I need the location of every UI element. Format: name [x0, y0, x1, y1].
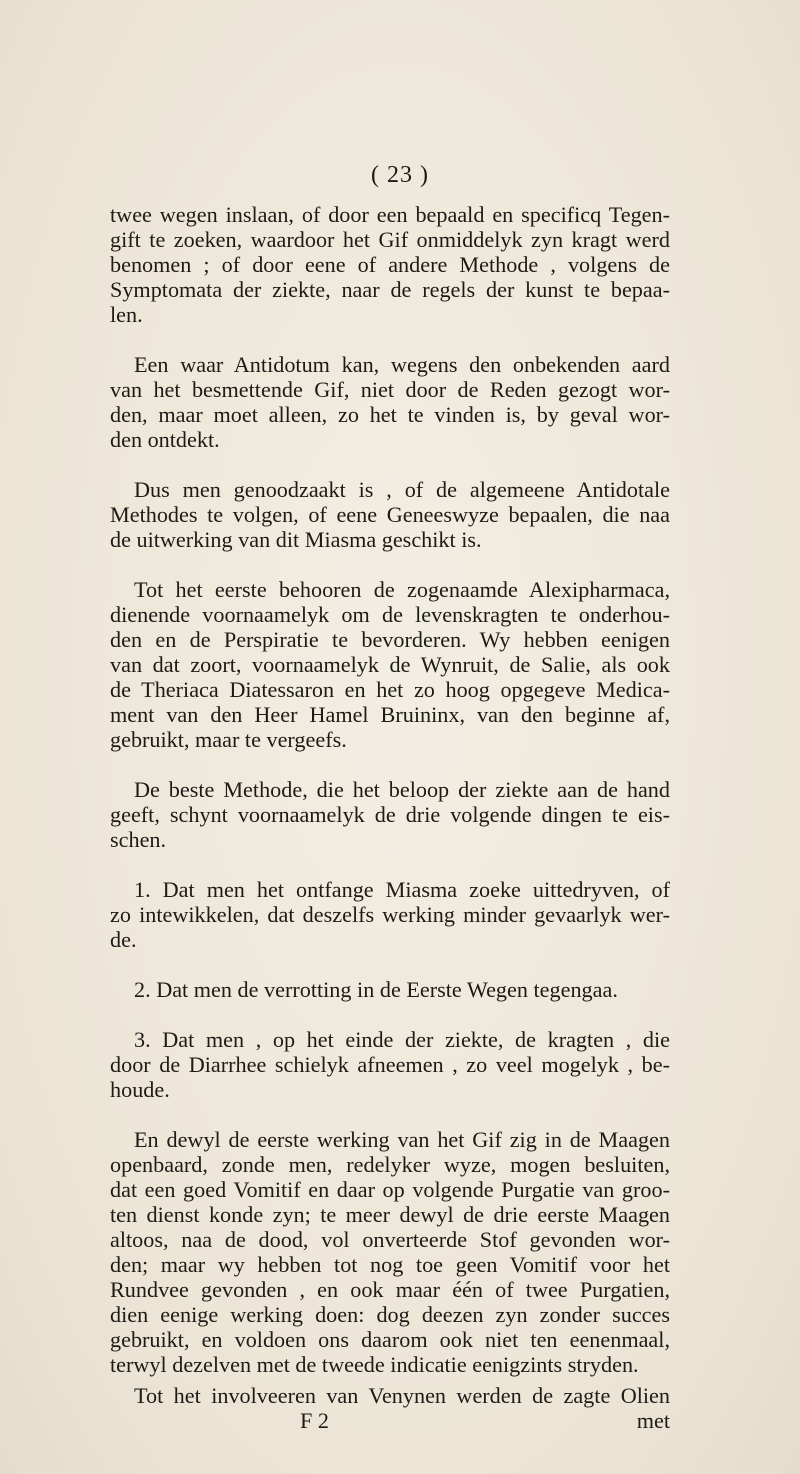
text-line: den; maar wy hebben tot nog toe geen Vomitif voor het — [110, 1252, 670, 1277]
text-line: benomen ; of door eene of andere Methode , volgens de — [110, 252, 670, 277]
text-line: Symptomata der ziekte, naar de regels der kunst te bepaa- — [110, 277, 670, 302]
text-line: schen. — [110, 827, 167, 852]
text-line: den ontdekt. — [110, 427, 220, 452]
text-line: den en de Perspiratie te bevorderen. Wy hebben eenigen — [110, 627, 670, 652]
text-line: En dewyl de eerste werking van het Gif zig in de Maagen — [134, 1127, 670, 1152]
text-line: len. — [110, 302, 143, 327]
text-line: houde. — [110, 1077, 170, 1102]
text-line: van dat zoort, voornaamelyk de Wynruit, de Salie, als ook — [110, 652, 670, 677]
text-line: 3. Dat men , op het einde der ziekte, de kragten , die — [134, 1027, 670, 1052]
text-line: gift te zoeken, waardoor het Gif onmiddelyk zyn kragt werd — [110, 227, 670, 252]
text-line: gebruikt, maar te vergeefs. — [110, 727, 347, 752]
text-line: ment van den Heer Hamel Bruininx, van den beginne af, — [110, 702, 670, 727]
signature-mark: F 2 — [300, 1408, 329, 1433]
text-line: van het besmettende Gif, niet door de Reden gezogt wor- — [110, 377, 670, 402]
text-line: 1. Dat men het ontfange Miasma zoeke uittedryven, of — [134, 877, 670, 902]
text-line: dat een goed Vomitif en daar op volgende Purgatie van groo- — [110, 1177, 670, 1202]
text-line: de uitwerking van dit Miasma geschikt is. — [110, 527, 482, 552]
text-line: ten dienst konde zyn; te meer dewyl de drie eerste Maagen — [110, 1202, 670, 1227]
paragraph-3 — [110, 477, 670, 552]
paragraph-5 — [110, 777, 670, 852]
page-footer — [110, 1408, 670, 1433]
paragraph-9 — [110, 1127, 670, 1377]
text-line: De beste Methode, die het beloop der ziekte aan de hand — [134, 777, 670, 802]
text-line: Tot het involveeren van Venynen werden de zagte Olien — [134, 1383, 670, 1408]
text-line: zo intewikkelen, dat deszelfs werking minder gevaarlyk wer- — [110, 902, 670, 927]
text-line: door de Diarrhee schielyk afneemen , zo veel mogelyk , be- — [110, 1052, 670, 1077]
text-line: 2. Dat men de verrotting in de Eerste Wegen tegengaa. — [134, 977, 618, 1002]
catchword: met — [636, 1408, 670, 1433]
text-line: twee wegen inslaan, of door een bepaald en specificq Tegen- — [110, 202, 670, 227]
text-line: dien eenige werking doen: dog deezen zyn zonder succes — [110, 1302, 670, 1327]
text-line: Tot het eerste behooren de zogenaamde Alexipharmaca, — [134, 577, 670, 602]
text-line: terwyl dezelven met de tweede indicatie eenigzints stryden. — [110, 1352, 639, 1377]
page-number: ( 23 ) — [371, 162, 429, 188]
paragraph-10 — [110, 1383, 670, 1408]
paragraph-2 — [110, 352, 670, 452]
text-line: gebruikt, en voldoen ons daarom ook niet ten eenenmaal, — [110, 1327, 670, 1352]
paragraph-7-item-2 — [110, 977, 670, 1002]
text-line: openbaard, zonde men, redelyker wyze, mogen besluiten, — [110, 1152, 670, 1177]
paragraph-1 — [110, 202, 670, 327]
text-line: altoos, naa de dood, vol onverteerde Stof gevonden wor- — [110, 1227, 670, 1252]
text-line: dienende voornaamelyk om de levenskragten te onderhou- — [110, 602, 670, 627]
text-line: Methodes te volgen, of eene Geneeswyze bepaalen, die naa — [110, 502, 670, 527]
paragraph-4 — [110, 577, 670, 752]
text-line: de Theriaca Diatessaron en het zo hoog opgegeve Medica- — [110, 677, 670, 702]
text-line: Dus men genoodzaakt is , of de algemeene Antidotale — [134, 477, 670, 502]
text-line: Rundvee gevonden , en ook maar één of twee Purgatien, — [110, 1277, 670, 1302]
body-text — [110, 202, 670, 1433]
text-line: Een waar Antidotum kan, wegens den onbekenden aard — [134, 352, 670, 377]
paragraph-8-item-3 — [110, 1027, 670, 1102]
text-line: de. — [110, 927, 137, 952]
text-line: geeft, schynt voornaamelyk de drie volgende dingen te eis- — [110, 802, 670, 827]
paragraph-6-item-1 — [110, 877, 670, 952]
text-line: den, maar moet alleen, zo het te vinden is, by geval wor- — [110, 402, 670, 427]
